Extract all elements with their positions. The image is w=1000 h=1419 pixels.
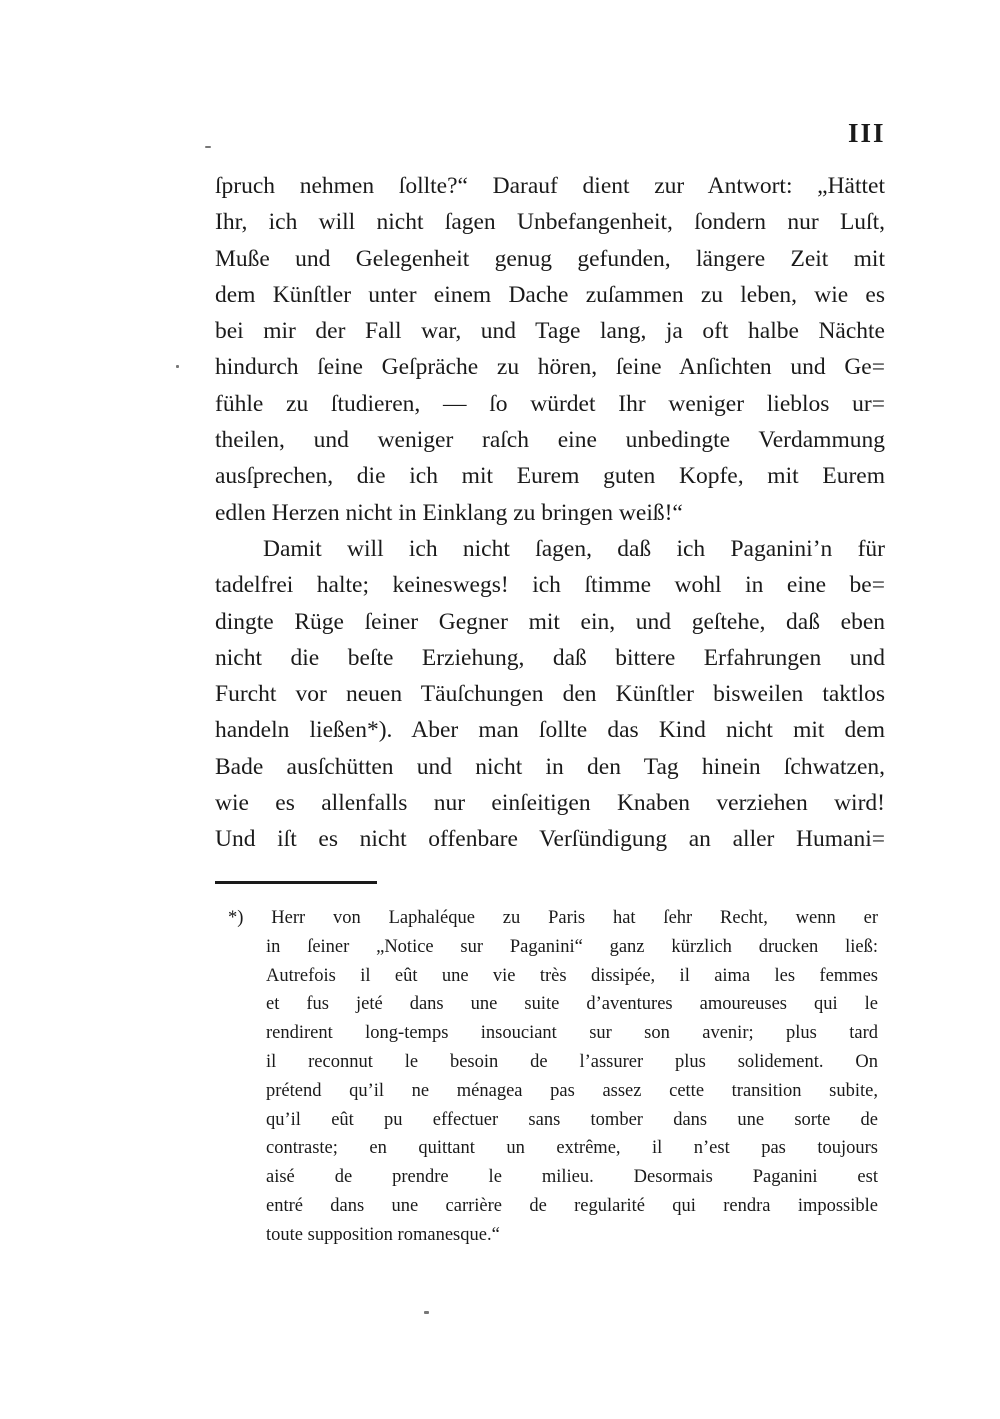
footnote-line: qu’il eût pu effectuer sans tomber dans une sorte de (266, 1109, 878, 1130)
text-line: ausſprechen, die ich mit Eurem guten Kopfe, mit Eurem (215, 463, 885, 490)
footnote-line: aisé de prendre le milieu. Desormais Paganini est (266, 1167, 878, 1188)
footnote-line: *) Herr von Laphaléque zu Paris hat ſehr Recht, wenn er (228, 908, 878, 928)
footnote-line: toute supposition romanesque.“ (266, 1224, 500, 1245)
footnote-separator (215, 881, 377, 884)
paper-speck (176, 365, 179, 368)
text-line: ſpruch nehmen ſollte?“ Darauf dient zur Antwort: „Hättet (215, 173, 885, 199)
footnote-line: et fus jeté dans une suite d’aventures amoureuses qui le (266, 994, 878, 1015)
text-line: Muße und Gelegenheit genug gefunden, längere Zeit mit (215, 245, 885, 272)
text-line: handeln ließen*). Aber man ſollte das Kind nicht mit dem (215, 717, 885, 744)
footnote-line: in ſeiner „Notice sur Paganini“ ganz kürzlich drucken ließ: (266, 936, 878, 957)
text-line: dingte Rüge ſeiner Gegner mit ein, und geſtehe, daß eben (215, 608, 885, 635)
text-line: Und iſt es nicht offenbare Verſündigung an aller Humani= (215, 826, 885, 853)
footnote-line: contraste; en quittant un extrême, il n’est pas toujours (266, 1138, 878, 1159)
text-line: tadelfrei halte; keineswegs! ich ſtimme wohl in eine be= (215, 572, 885, 599)
paper-speck (205, 146, 211, 148)
page-number: III (848, 118, 886, 148)
text-line: Bade ausſchütten und nicht in den Tag hinein ſchwatzen, (215, 753, 885, 780)
footnote-line: Autrefois il eût une vie très dissipée, il aima les femmes (266, 965, 878, 986)
footnote-line: entré dans une carrière de regularité qui rendra impossible (266, 1195, 878, 1216)
main-text (215, 168, 885, 858)
footnote-line: il reconnut le besoin de l’assurer plus solidement. On (266, 1051, 878, 1072)
text-line: hindurch ſeine Geſpräche zu hören, ſeine Anſichten und Ge= (215, 354, 885, 381)
text-line: bei mir der Fall war, und Tage lang, ja oft halbe Nächte (215, 318, 885, 345)
footnote-line: rendirent long-temps insouciant sur son avenir; plus tard (266, 1023, 878, 1044)
text-line: nicht die beſte Erziehung, daß bittere Erfahrungen und (215, 644, 885, 671)
footnote-line: prétend qu’il ne ménagea pas assez cette transition subite, (266, 1080, 878, 1101)
text-line: fühle zu ſtudieren, — ſo würdet Ihr weniger lieblos ur= (215, 390, 885, 417)
text-line: theilen, und weniger raſch eine unbedingte Verdammung (215, 427, 885, 454)
text-line: dem Künſtler unter einem Dache zuſammen zu leben, wie es (215, 281, 885, 308)
text-line: edlen Herzen nicht in Einklang zu bringen weiß!“ (215, 499, 683, 526)
text-line: Ihr, ich will nicht ſagen Unbefangenheit, ſondern nur Luſt, (215, 209, 885, 236)
paper-speck (424, 1311, 429, 1314)
text-line-paragraph-start: Damit will ich nicht ſagen, daß ich Paganini’n für (263, 535, 885, 562)
text-line: Furcht vor neuen Täuſchungen den Künſtler bisweilen taktlos (215, 681, 885, 708)
text-line: wie es allenfalls nur einſeitigen Knaben verziehen wird! (215, 790, 885, 817)
footnote (228, 904, 878, 1250)
